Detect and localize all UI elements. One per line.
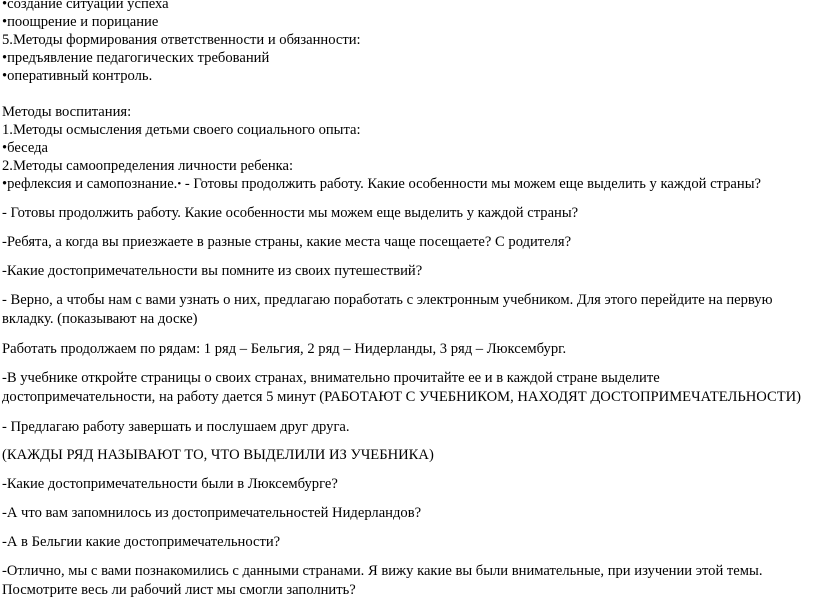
list-item: 5.Методы формирования ответственности и обязанности: [2, 32, 361, 48]
reflection-tail: - Готовы продолжить работу. Какие особенности мы можем еще выделить у каждой страны? [181, 176, 761, 192]
bullet-dot-icon: • [177, 178, 182, 190]
paragraph: -Какие достопримечательности были в Люксембурге? [2, 476, 338, 492]
paragraph: - Готовы продолжить работу. Какие особенности мы можем еще выделить у каждой страны? [2, 205, 579, 221]
paragraph: -Ребята, а когда вы приезжаете в разные страны, какие места чаще посещаете? С родителя? [2, 234, 572, 250]
list-item: •беседа [2, 140, 49, 156]
paragraph: Работать продолжаем по рядам: 1 ряд – Бельгия, 2 ряд – Нидерланды, 3 ряд – Люксембург. [2, 341, 567, 357]
blank-line [2, 85, 816, 103]
list-item: •создание ситуации успеха [2, 0, 169, 12]
reflection-item: •рефлексия и самопознание. [2, 176, 178, 192]
paragraph: -А что вам запомнилось из достопримечательностей Нидерландов? [2, 505, 422, 521]
section-heading: Методы воспитания: [2, 104, 132, 120]
paragraph: -Какие достопримечательности вы помните из своих путешествий? [2, 263, 423, 279]
paragraph: (КАЖДЫ РЯД НАЗЫВАЮТ ТО, ЧТО ВЫДЕЛИЛИ ИЗ УЧЕБНИКА) [2, 447, 434, 463]
paragraph: -Отлично, мы с вами познакомились с данными странами. Я вижу какие вы были внимательные, при изучении этой темы. Посмотрите весь ли рабочий лист мы смогли заполнить? [2, 563, 763, 598]
paragraph: -В учебнике откройте страницы о своих странах, внимательно прочитайте ее и в каждой стране выделите достопримечательности, на работу дается 5 минут (РАБОТАЮТ С УЧЕБНИКОМ, НАХОДЯТ ДОСТОПРИМЕЧАТЕЛЬНОСТИ) [2, 370, 802, 405]
paragraph: - Предлагаю работу завершать и послушаем друг друга. [2, 419, 350, 435]
reflection-line [2, 175, 816, 193]
list-item: •оперативный контроль. [2, 68, 153, 84]
list-item: •поощрение и порицание [2, 14, 159, 30]
paragraph: -А в Бельгии какие достопримечательности? [2, 534, 281, 550]
list-item: •предъявление педагогических требований [2, 50, 270, 66]
paragraph: - Верно, а чтобы нам с вами узнать о них, предлагаю поработать с электронным учебником. Для этого перейдите на первую вкладку. (показывают на доске) [2, 292, 773, 327]
list-item: 1.Методы осмысления детьми своего социального опыта: [2, 122, 361, 138]
list-item: 2.Методы самоопределения личности ребенка: [2, 158, 294, 174]
